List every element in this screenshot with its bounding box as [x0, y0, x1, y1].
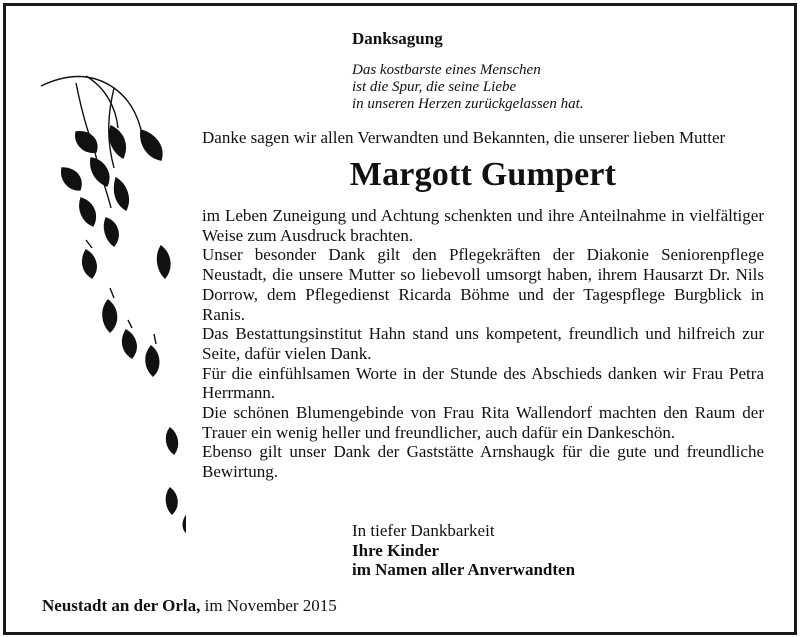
- birch-leaves-icon: [36, 68, 186, 538]
- obituary-notice-card: [3, 3, 797, 635]
- notice-date: im November 2015: [204, 596, 337, 615]
- body-paragraph: Das Bestattungsinstitut Hahn stand uns kompetent, freundlich und hilfreich zur Seite, dafür vielen Dank.: [202, 324, 764, 363]
- motto-line: ist die Spur, die seine Liebe: [352, 79, 517, 95]
- closing-line: In tiefer Dankbarkeit: [352, 521, 495, 540]
- body-paragraph: Für die einfühlsamen Worte in der Stunde des Abschieds danken wir Frau Petra Herrmann.: [202, 363, 764, 403]
- place-date-line: [42, 596, 337, 616]
- notice-body: [202, 206, 764, 482]
- place-name: Neustadt an der Orla,: [42, 596, 201, 615]
- body-paragraph: Ebenso gilt unser Dank der Gaststätte Arnshaugk für die gute und freundliche Bewirtung.: [202, 442, 764, 482]
- deceased-name: Margott Gumpert: [349, 156, 617, 193]
- body-paragraph: Unser besonder Dank gilt den Pflegekräften der Diakonie Seniorenpflege Neustadt, die unsere Mutter so liebevoll umsorgt haben, ihrem Hausarzt Dr. Nils Dorrow, dem Pflegedienst Ricarda Böhme und der Tagespflege Burgblick in Ranis.: [202, 245, 764, 324]
- motto-line: Das kostbarste eines Menschen: [352, 62, 541, 78]
- motto-line: in unseren Herzen zurückgelassen hat.: [352, 96, 584, 112]
- body-paragraph: Die schönen Blumengebinde von Frau Rita Wallendorf machten den Raum der Trauer ein wenig heller und freundlicher, auch dafür ein Dankeschön.: [202, 403, 764, 442]
- motto-quote: [352, 62, 584, 113]
- signatory-line: Ihre Kinder: [352, 540, 440, 560]
- closing-signature: [352, 521, 575, 580]
- lead-sentence: Danke sagen wir allen Verwandten und Bekannten, die unserer lieben Mutter: [202, 128, 726, 147]
- body-paragraph: im Leben Zuneigung und Achtung schenkten und ihre Anteilnahme in vielfältiger Weise zum Ausdruck brachten.: [202, 206, 764, 245]
- signatory-line: im Namen aller Anverwandten: [352, 560, 576, 579]
- notice-heading: Danksagung: [352, 29, 443, 48]
